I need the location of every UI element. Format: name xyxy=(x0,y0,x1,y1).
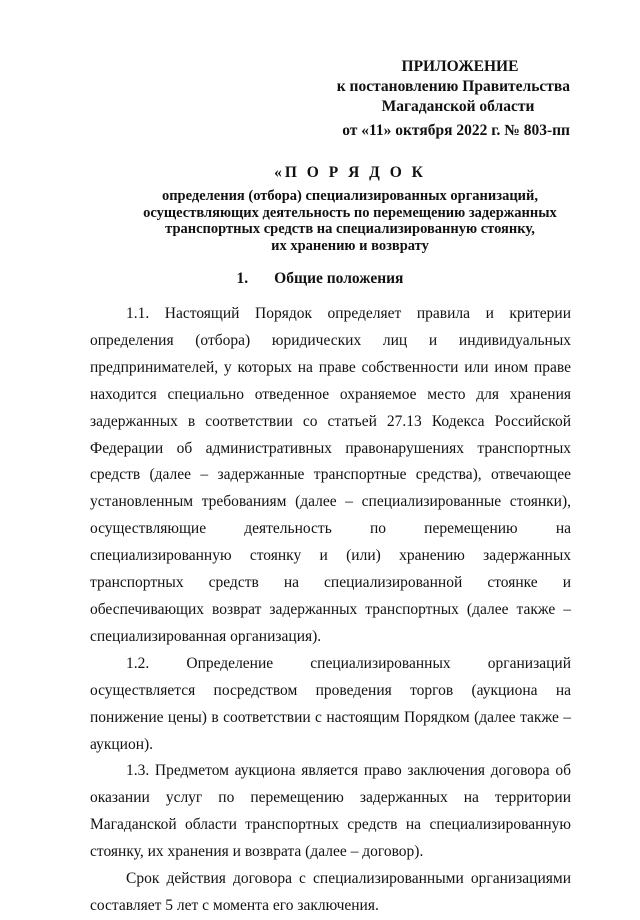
subtitle-line: определения (отбора) специализированных организаций, xyxy=(161,188,539,204)
document-subtitle xyxy=(80,188,620,254)
document-body xyxy=(90,301,571,920)
appendix-line-decree: к постановлению Правительства xyxy=(336,78,570,95)
appendix-date: от «11» октября 2022 г. № 803-пп xyxy=(342,122,570,139)
subtitle-line: транспортных средств на специализированную стоянку, xyxy=(165,221,535,237)
appendix-title: ПРИЛОЖЕНИЕ xyxy=(401,58,519,75)
document-title: «П О Р Я Д О К xyxy=(274,164,426,181)
section-title: Общие положения xyxy=(274,270,404,287)
subtitle-line: осуществляющих деятельность по перемещению задержанных xyxy=(143,204,557,221)
paragraph-1-3: 1.3. Предметом аукциона является право заключения договора об оказании услуг по перемещению задержанных на территории Магаданской области транспортных средств на специализированную стоянку, их хранения и возврата (далее – договор). xyxy=(90,762,571,861)
subtitle-line: их хранению и возврату xyxy=(271,237,429,254)
section-number: 1. xyxy=(236,270,249,287)
paragraph-term: Срок действия договора с специализированными организациями составляет 5 лет с момента его заключения. xyxy=(90,870,571,914)
paragraph-1-2: 1.2. Определение специализированных организаций осуществляется посредством проведения торгов (аукциона на понижение цены) в соответствии с настоящим Порядком (далее также – аукцион). xyxy=(90,654,571,753)
appendix-line-region: Магаданской области xyxy=(381,98,535,115)
section-heading xyxy=(0,270,640,288)
paragraph-1-1: 1.1. Настоящий Порядок определяет правила и критерии определения (отбора) юридических лиц и индивидуальных предпринимателей, у которых на праве собственности или ином праве находится специально отведенное охраняемое место для хранения задержанных в соответствии со статьей 27.13 Кодекса Российской Федерации об административных правонарушениях транспортных средств (далее – задержанные транспортные средства), отвечающее установленным требованиям (далее – специализированные стоянки), осуществляющие деятельность по перемещению на специализированную стоянку и (или) хранению задержанных транспортных средств на специализированной стоянке и обеспечивающих возврат задержанных транспортных (далее также – специализированная организация). xyxy=(90,305,571,645)
appendix-header xyxy=(330,57,570,141)
